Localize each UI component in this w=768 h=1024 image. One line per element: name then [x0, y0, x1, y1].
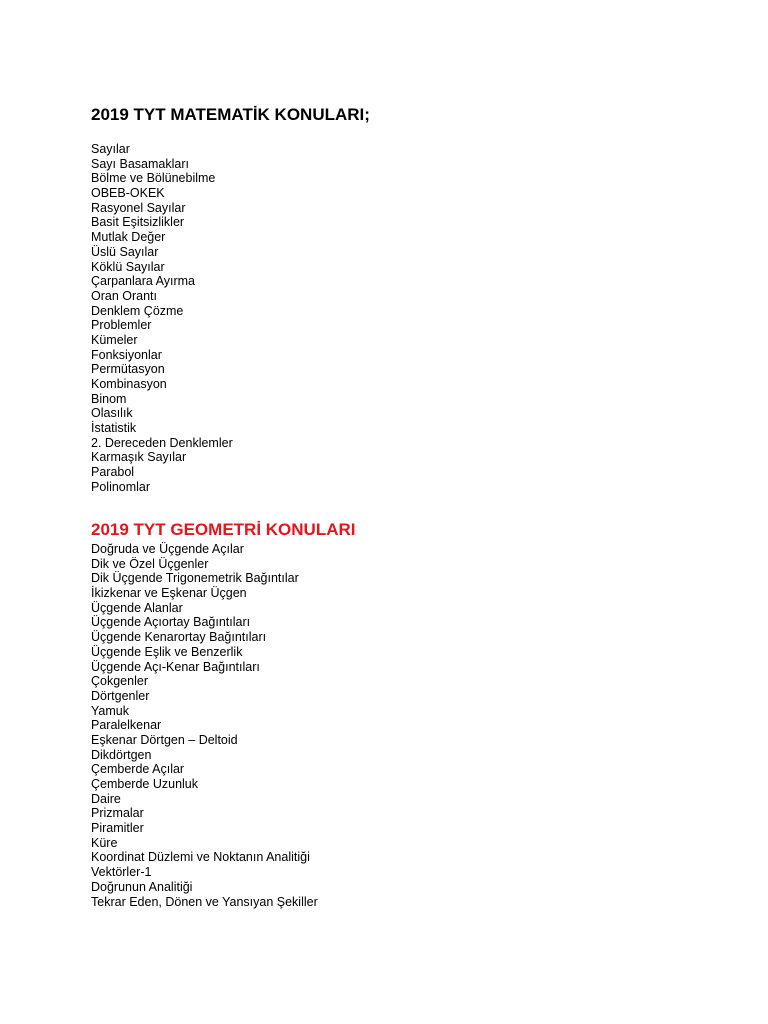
topic-item: İstatistik — [91, 421, 137, 436]
topic-item: Problemler — [91, 318, 152, 333]
topic-item: Denklem Çözme — [91, 303, 184, 318]
topic-item: Kümeler — [91, 332, 138, 347]
topic-item: Parabol — [91, 465, 135, 480]
topic-item: Permütasyon — [91, 362, 165, 377]
topic-item: Köklü Sayılar — [91, 259, 165, 274]
topic-item: Dörtgenler — [91, 688, 150, 703]
topic-item: Rasyonel Sayılar — [91, 200, 186, 215]
topic-item: Olasılık — [91, 406, 133, 421]
topic-item: Dikdörtgen — [91, 747, 152, 762]
topic-item: Vektörler-1 — [91, 865, 152, 880]
topic-item: Üslü Sayılar — [91, 244, 159, 259]
topic-item: Paralelkenar — [91, 718, 162, 733]
topic-item: Tekrar Eden, Dönen ve Yansıyan Şekiller — [91, 894, 318, 909]
topic-item: Polinomlar — [91, 479, 151, 494]
topic-item: Karmaşık Sayılar — [91, 450, 187, 465]
topic-item: Yamuk — [91, 703, 129, 718]
topic-item: Piramitler — [91, 821, 144, 836]
topic-item: Basit Eşitsizlikler — [91, 215, 185, 230]
topic-item: Eşkenar Dörtgen – Deltoid — [91, 732, 238, 747]
topic-item: Üçgende Eşlik ve Benzerlik — [91, 644, 243, 659]
topic-item: Kombinasyon — [91, 377, 167, 391]
topic-item: Daire — [91, 791, 121, 806]
topic-item: Sayı Basamakları — [91, 156, 189, 171]
topic-item: İkizkenar ve Eşkenar Üçgen — [91, 586, 247, 601]
topic-item: Mutlak Değer — [91, 230, 166, 245]
topic-item: OBEB-OKEK — [91, 186, 165, 201]
topic-item: Üçgende Açı-Kenar Bağıntıları — [91, 659, 260, 674]
topic-item: Üçgende Kenarortay Bağıntıları — [91, 630, 267, 645]
geometry-section-title: 2019 TYT GEOMETRİ KONULARI — [91, 520, 356, 539]
topic-item: Çemberde Açılar — [91, 762, 185, 777]
topic-item: Bölme ve Bölünebilme — [91, 171, 216, 186]
topic-item: Küre — [91, 835, 118, 850]
topic-item: Üçgende Alanlar — [91, 600, 183, 615]
topic-item: Binom — [91, 391, 127, 406]
topic-item: Doğruda ve Üçgende Açılar — [91, 542, 244, 556]
topic-item: 2. Dereceden Denklemler — [91, 435, 233, 450]
topic-item: Oran Orantı — [91, 288, 157, 303]
topic-item: Dik ve Özel Üçgenler — [91, 556, 209, 571]
geometry-topic-list — [91, 542, 318, 909]
topic-item: Çokgenler — [91, 674, 148, 689]
topic-item: Doğrunun Analitiği — [91, 879, 193, 894]
topic-item: Çemberde Uzunluk — [91, 777, 198, 791]
topic-item: Sayılar — [91, 142, 130, 156]
topic-item: Çarpanlara Ayırma — [91, 274, 195, 289]
topic-item: Fonksiyonlar — [91, 347, 162, 362]
topic-item: Dik Üçgende Trigonemetrik Bağıntılar — [91, 571, 299, 586]
topic-item: Üçgende Açıortay Bağıntıları — [91, 615, 251, 630]
math-section-title: 2019 TYT MATEMATİK KONULARI; — [91, 105, 370, 124]
math-topic-list — [91, 142, 233, 495]
topic-item: Koordinat Düzlemi ve Noktanın Analitiği — [91, 850, 310, 865]
topic-item: Prizmalar — [91, 806, 144, 821]
